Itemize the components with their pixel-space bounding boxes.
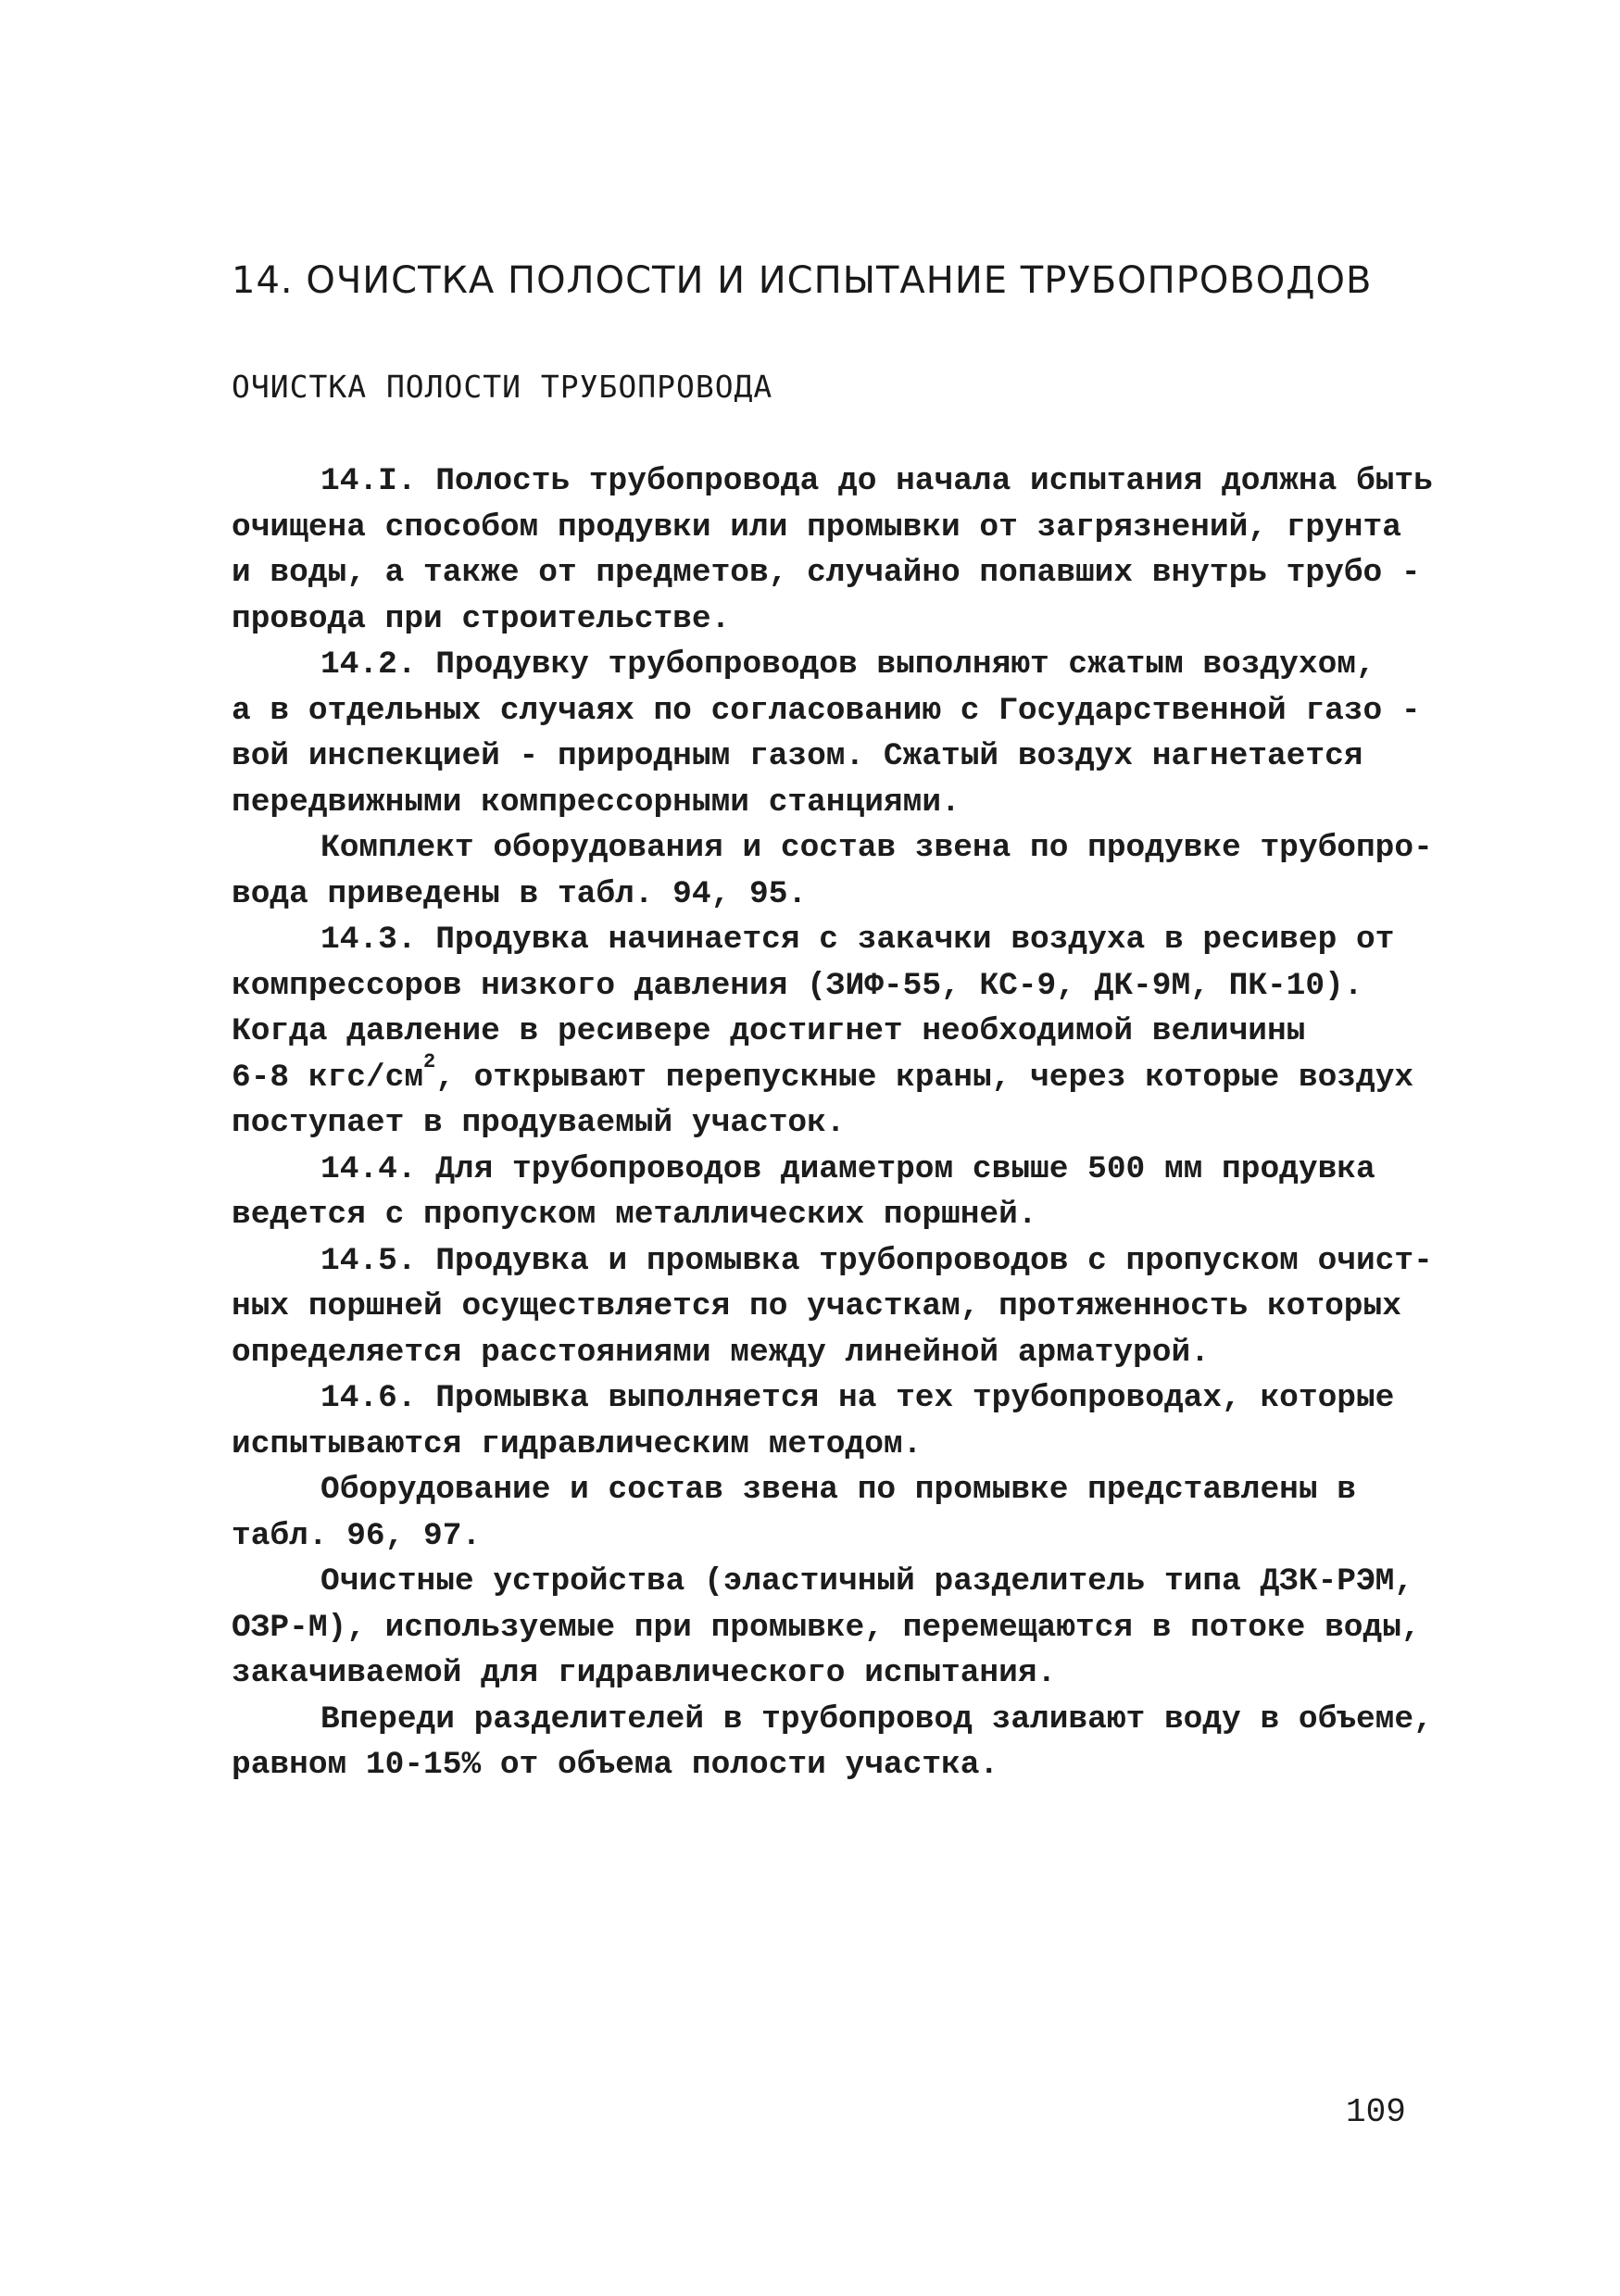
text-line: Очистные устройства (эластичный разделитель типа ДЗК-РЭМ,	[320, 1563, 1414, 1600]
text-line: равном 10-15% от объема полости участка.	[232, 1747, 999, 1783]
text-line: закачиваемой для гидравлического испытания.	[232, 1655, 1057, 1691]
pressure-value: 6-8 кгс/см	[232, 1059, 424, 1096]
text-line: Впереди разделителей в трубопровод заливают воду в объеме,	[320, 1700, 1433, 1738]
text-line: 14.6. Промывка выполняется на тех трубопроводах, которые	[320, 1380, 1395, 1416]
paragraph-water-fill	[232, 1697, 1433, 1788]
text-line: поступает в продуваемый участок.	[232, 1105, 846, 1141]
chapter-title: 14. ОЧИСТКА ПОЛОСТИ И ИСПЫТАНИЕ ТРУБОПРОВОДОВ	[232, 259, 1373, 302]
text-line: Когда давление в ресивере достигнет необходимой величины	[232, 1013, 1306, 1049]
paragraph-14-4	[232, 1147, 1426, 1238]
paragraph-14-3	[232, 917, 1426, 1147]
text-line: 14.2. Продувку трубопроводов выполняют сжатым воздухом,	[320, 646, 1375, 683]
text-line: Оборудование и состав звена по промывке представлены в	[320, 1472, 1356, 1508]
text-line: вода приведены в табл. 94, 95.	[232, 875, 808, 912]
text-line: провода при строительстве.	[232, 600, 731, 637]
text-line: очищена способом продувки или промывки от загрязнений, грунта	[232, 508, 1401, 546]
paragraph-blowing-kit	[232, 825, 1433, 917]
paragraph-14-2	[232, 642, 1426, 825]
text-line: а в отдельных случаях по согласованию с Государственной газо -	[232, 692, 1421, 729]
paragraph-14-1	[232, 458, 1433, 642]
text-line: ведется с пропуском металлических поршней.	[232, 1197, 1037, 1233]
text-line: и воды, а также от предметов, случайно попавших внутрь трубо -	[232, 555, 1421, 591]
paragraph-flushing-kit	[232, 1467, 1426, 1559]
paragraph-cleaning-devices	[232, 1559, 1426, 1697]
superscript: 2	[423, 1049, 436, 1073]
text-line: ОЗР-М), используемые при промывке, перемещаются в потоке воды,	[232, 1609, 1421, 1646]
text-line: определяется расстояниями между линейной арматурой.	[232, 1334, 1210, 1371]
text-line: испытываются гидравлическим методом.	[232, 1425, 923, 1462]
text-line: 14.4. Для трубопроводов диаметром свыше 500 мм продувка	[320, 1150, 1375, 1187]
page-number: 109	[1346, 2093, 1406, 2131]
text-line: передвижными компрессорными станциями.	[232, 784, 961, 821]
text-line: компрессоров низкого давления (ЗИФ-55, КС-9, ДК-9М, ПК-10).	[232, 967, 1363, 1004]
text-line: табл. 96, 97.	[232, 1517, 482, 1554]
paragraph-14-5	[232, 1238, 1433, 1376]
text-line: 14.I. Полость трубопровода до начала испытания должна быть	[320, 463, 1433, 499]
text-fragment: , открывают перепускные краны, через которые воздух	[435, 1059, 1414, 1096]
text-line: Комплект оборудования и состав звена по продувке трубопро-	[320, 830, 1433, 866]
text-line: 14.3. Продувка начинается с закачки воздуха в ресивер от	[320, 922, 1395, 958]
text-line: вой инспекцией - природным газом. Сжатый воздух нагнетается	[232, 738, 1363, 774]
text-line-with-superscript	[232, 1049, 1426, 1101]
body-text	[232, 458, 1433, 1788]
text-line: 14.5. Продувка и промывка трубопроводов с пропуском очист-	[320, 1242, 1433, 1279]
text-line: ных поршней осуществляется по участкам, протяженность которых	[232, 1288, 1401, 1324]
paragraph-14-6	[232, 1375, 1426, 1467]
section-heading: ОЧИСТКА ПОЛОСТИ ТРУБОПРОВОДА	[232, 369, 773, 405]
